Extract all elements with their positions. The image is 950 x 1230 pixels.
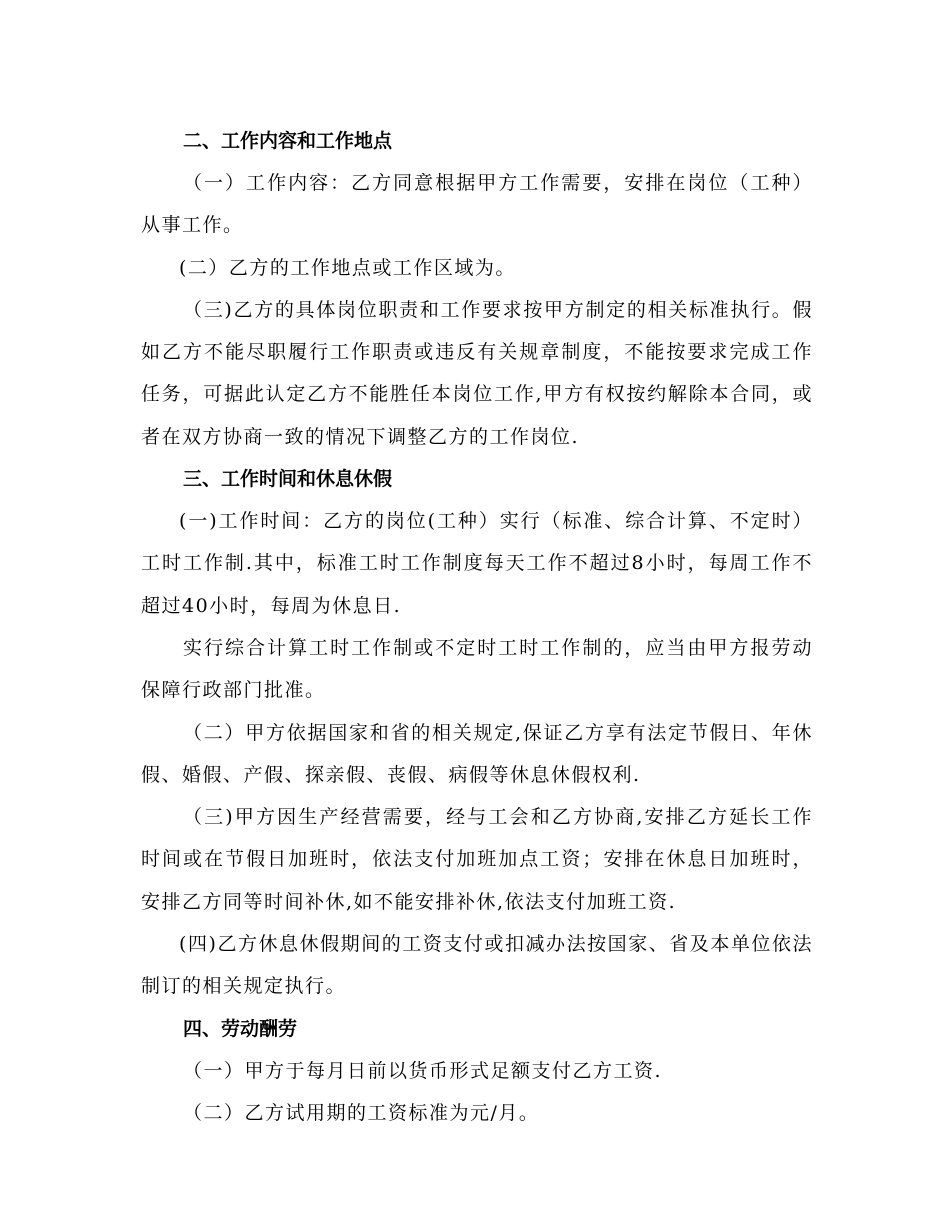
paragraph-work-location: (二）乙方的工作地点或工作区域为。 xyxy=(179,256,516,279)
paragraph-overtime: （三)甲方因生产经营需要，经与工会和乙方协商,安排乙方延长工作时间或在节假日加班时，依法支付加班加点工资；安排在休息日加班时，安排乙方同等时间补休,如不能安排补休,依法支付加班工资. xyxy=(141,806,813,913)
document-body xyxy=(141,120,813,1134)
paragraph-payment-date: （一）甲方于每月日前以货币形式足额支付乙方工资. xyxy=(183,1059,663,1082)
paragraph-leave-pay: (四)乙方休息休假期间的工资支付或扣减办法按国家、省及本单位依法制订的相关规定执行。 xyxy=(141,933,813,998)
section-heading-work-hours: 三、工作时间和休息休假 xyxy=(183,468,393,491)
paragraph-work-content: （一）工作内容：乙方同意根据甲方工作需要，安排在岗位（工种）从事工作。 xyxy=(141,172,813,237)
paragraph-job-duties: （三)乙方的具体岗位职责和工作要求按甲方制定的相关标准执行。假如乙方不能尽职履行工作职责或违反有关规章制度，不能按要求完成工作任务，可据此认定乙方不能胜任本岗位工作,甲方有权按约解除本合同，或者在双方协商一致的情况下调整乙方的工作岗位. xyxy=(141,298,813,448)
paragraph-probation-wage: （二）乙方试用期的工资标准为元/月。 xyxy=(183,1101,540,1124)
section-heading-remuneration: 四、劳动酬劳 xyxy=(183,1017,298,1040)
section-heading-work-content: 二、工作内容和工作地点 xyxy=(183,130,393,152)
paragraph-approval: 实行综合计算工时工作制或不定时工时工作制的，应当由甲方报劳动保障行政部门批准。 xyxy=(141,636,813,702)
paragraph-working-hours: (一)工作时间：乙方的岗位(工种）实行（标准、综合计算、不定时）工时工作制.其中，标准工时工作制度每天工作不超过8小时，每周工作不超过40小时，每周为休息日. xyxy=(141,510,813,617)
paragraph-holidays: （二）甲方依据国家和省的相关规定,保证乙方享有法定节假日、年休假、婚假、产假、探亲假、丧假、病假等休息休假权利. xyxy=(141,721,813,786)
